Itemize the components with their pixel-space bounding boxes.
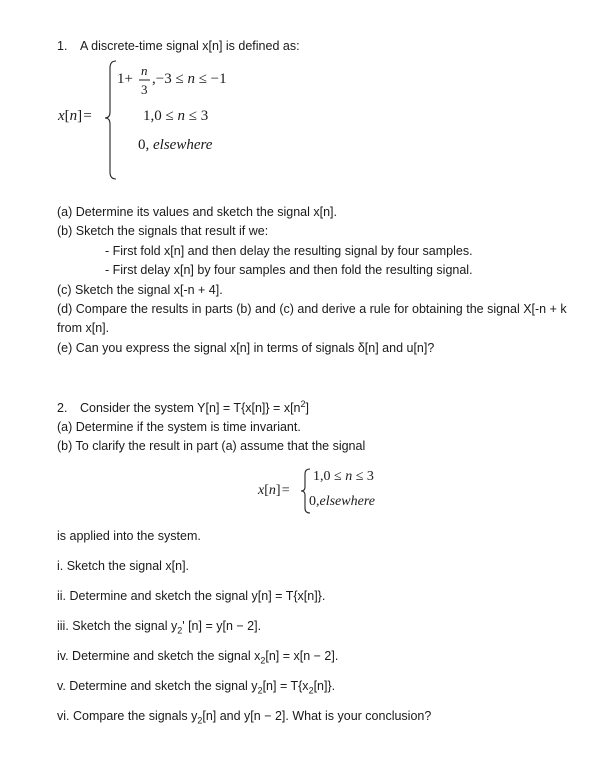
q1-part-b-item-2: - First delay x[n] by four samples and then fold the resulting signal. [105, 263, 473, 277]
q1-part-c: (c) Sketch the signal x[-n + 4]. [57, 283, 223, 297]
q1-eq-case1-cond: ,−3 ≤ n ≤ −1 [152, 71, 227, 87]
q1-eq-case1-den: 3 [141, 82, 148, 97]
q2-part-b: (b) To clarify the result in part (a) assume that the signal [57, 439, 366, 453]
q1-part-a: (a) Determine its values and sketch the signal x[n]. [57, 205, 337, 219]
q1-part-b-item-1: - First fold x[n] and then delay the resulting signal by four samples. [105, 244, 473, 258]
q1-part-e: (e) Can you express the signal x[n] in terms of signals δ[n] and u[n]? [57, 341, 435, 355]
q1-part-b: (b) Sketch the signals that result if we: [57, 224, 269, 238]
q2-item-v: v. Determine and sketch the signal $y_2[n] = T\{x_2[n]\}$. [57, 679, 336, 696]
q2-eq-case1: 1,0 ≤ n ≤ 3 [313, 469, 374, 484]
q1-number: 1. [57, 39, 68, 53]
q2-applied-text: is applied into the system. [57, 529, 201, 543]
q2-item-vi: vi. Compare the signals $y_2[n]$ and y[n − 2]. What is your conclusion? [57, 709, 432, 726]
q1-heading: A discrete-time signal x[n] is defined as: [80, 39, 300, 53]
q1-eq-case3: 0, elsewhere [138, 137, 213, 153]
q1-part-d-line-1: (d) Compare the results in parts (b) and (c) and derive a rule for obtaining the signal X[-n + k [57, 302, 567, 316]
q2-item-iii: iii. Sketch the signal $y_2'$ [n] = y[n − 2]. [57, 619, 262, 636]
q1-eq-case2: 1,0 ≤ n ≤ 3 [143, 108, 209, 124]
q2-eq-case2: 0,elsewhere [309, 494, 375, 509]
q2-item-ii: ii. Determine and sketch the signal y[n] = T{x[n]}. [57, 589, 326, 603]
q2-part-a: (a) Determine if the system is time invariant. [57, 420, 301, 434]
q1-eq-case1: 1+ [117, 71, 133, 87]
q2-heading: Consider the system $Y[n] = T\{x[n]\} = x[n^2]$ [80, 398, 309, 415]
q2-item-i: i. Sketch the signal x[n]. [57, 559, 190, 573]
q1-eq-brace [104, 60, 118, 180]
q1-part-d-line-2: from x[n]. [57, 321, 110, 335]
q1-eq-lhs: x[n] = [58, 108, 92, 124]
q1-eq-case1-num: n [141, 63, 148, 78]
q2-number: 2. [57, 401, 68, 415]
q2-eq-lhs: x[n] = [258, 483, 290, 498]
q2-item-iv: iv. Determine and sketch the signal $x_2[n] = x[n - 2]$. [57, 649, 339, 666]
